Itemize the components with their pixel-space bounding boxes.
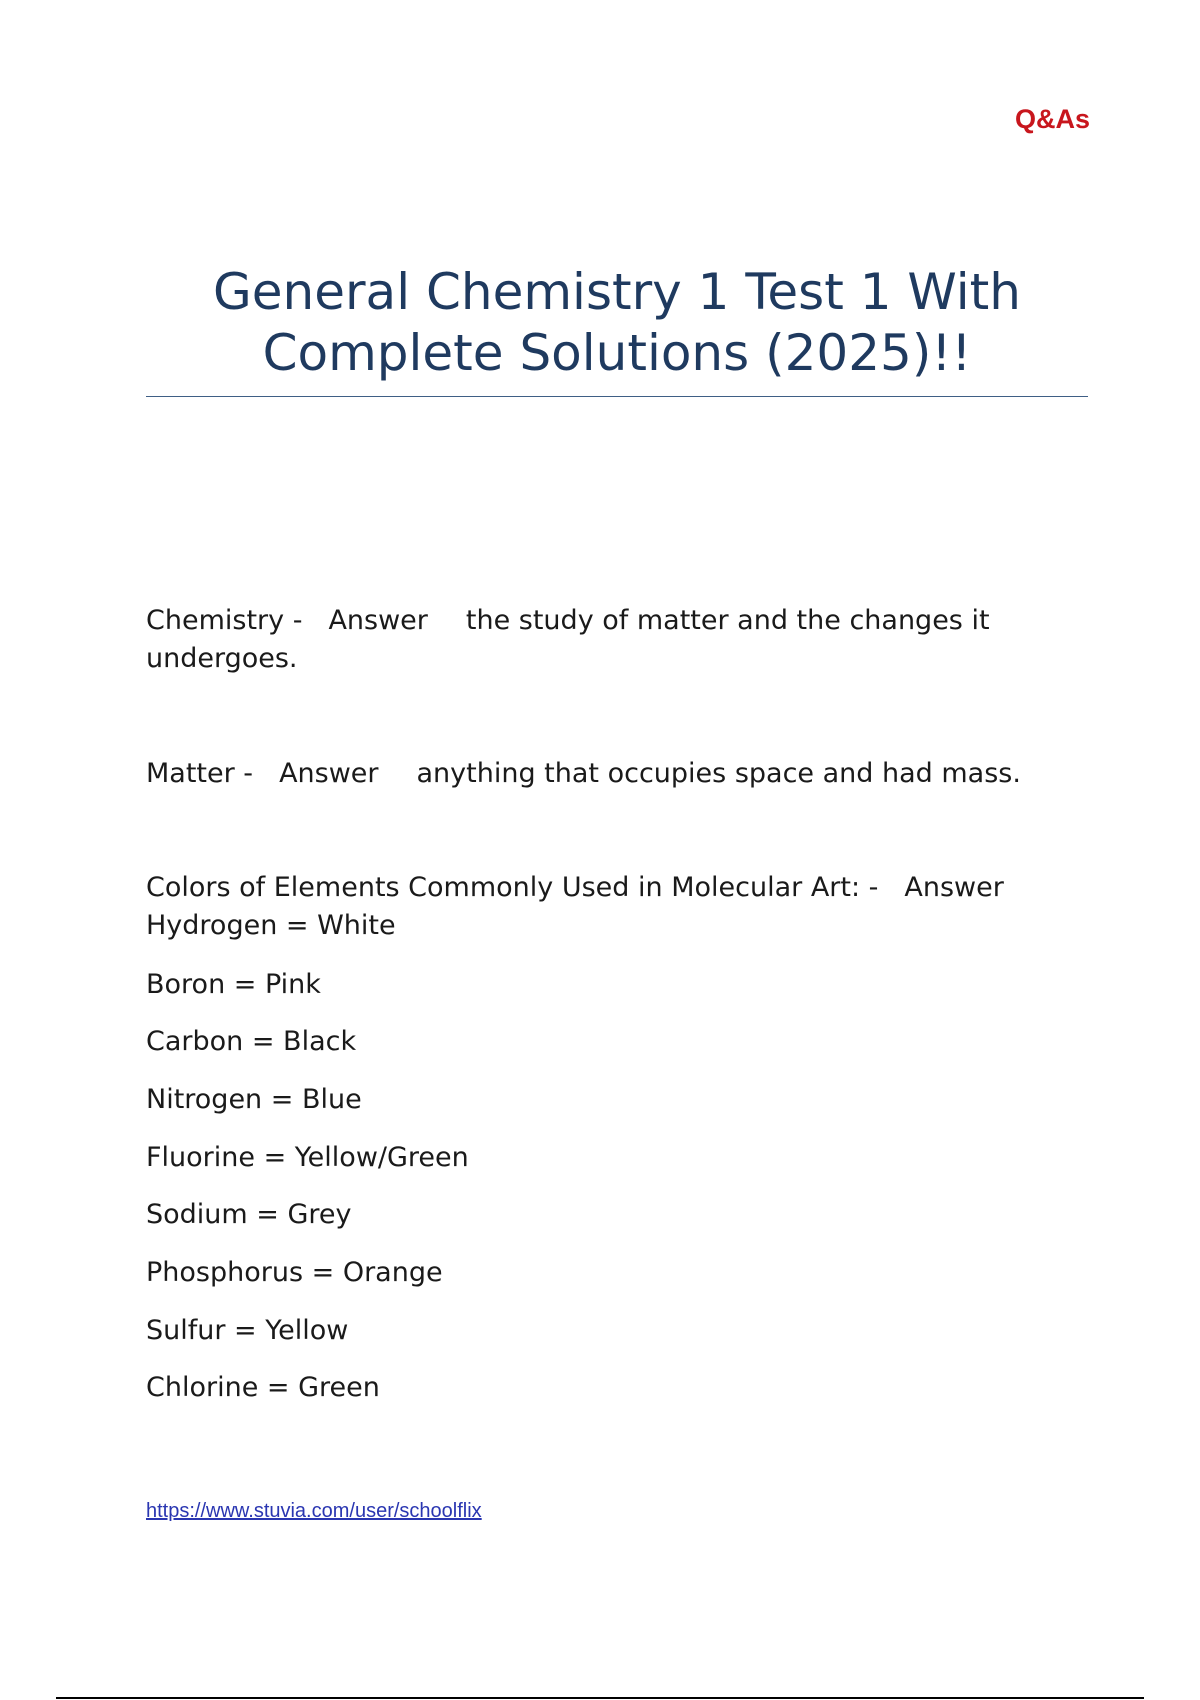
qa-item-element-colors [146,869,1096,945]
qa-answer: Hydrogen = White [146,910,396,941]
element-color-line: Fluorine = Yellow/Green [146,1142,469,1173]
qa-item-chemistry [146,602,1096,678]
qas-header-tag: Q&As [1014,104,1090,134]
element-color-line: Nitrogen = Blue [146,1084,362,1115]
qa-term: Matter - [146,758,254,789]
qa-item-matter [146,755,1096,793]
qa-answer-label: Answer [328,605,428,636]
qa-answer-label: Answer [904,872,1004,903]
element-color-line: Sulfur = Yellow [146,1315,349,1346]
qa-answer-label: Answer [279,758,379,789]
stuvia-profile-link[interactable]: https://www.stuvia.com/user/schoolflix [146,1500,482,1522]
title-line-1: General Chemistry 1 Test 1 With [213,263,1021,321]
element-color-line: Chlorine = Green [146,1372,380,1403]
element-color-line: Boron = Pink [146,969,321,1000]
title-line-2: Complete Solutions (2025)!! [262,324,972,382]
qa-answer: the study of matter and the changes it undergoes. [146,605,990,674]
element-color-line: Sodium = Grey [146,1199,352,1230]
element-color-line: Carbon = Black [146,1026,357,1057]
qa-term: Chemistry - [146,605,303,636]
element-color-line: Phosphorus = Orange [146,1257,443,1288]
footer-divider [56,1697,1144,1699]
document-title [146,262,1088,384]
qa-term: Colors of Elements Commonly Used in Molecular Art: - [146,872,879,903]
qa-answer: anything that occupies space and had mass. [416,758,1021,789]
document-title-block [146,262,1088,397]
